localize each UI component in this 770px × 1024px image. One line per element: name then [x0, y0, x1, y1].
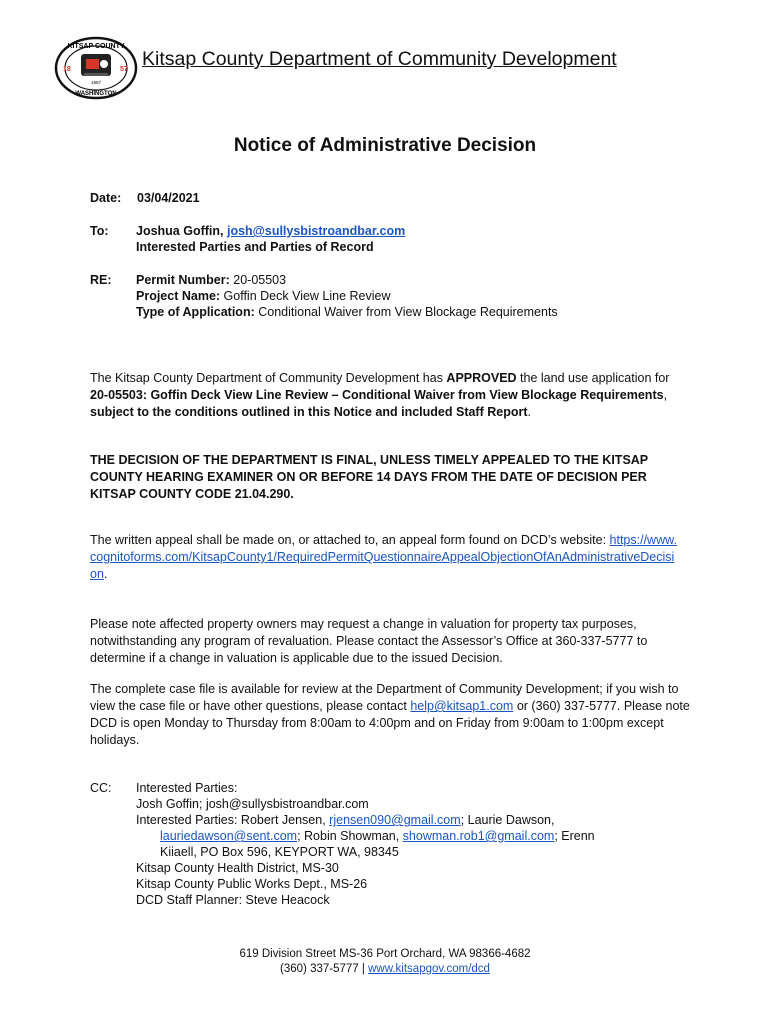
p1-conditions: subject to the conditions outlined in this Notice and included Staff Report [90, 405, 528, 419]
cc-line-5: Kiiaell, PO Box 596, KEYPORT WA, 98345 [160, 845, 399, 859]
seal-left-year: 18 [63, 66, 71, 73]
agency-name: Kitsap County Department of Community Development [142, 48, 617, 70]
seal-bottom-text: WASHINGTON [75, 91, 117, 97]
cc-line-7: Kitsap County Public Works Dept., MS-26 [136, 877, 368, 891]
cc-line-3-text: Interested Parties: Robert Jensen, [136, 813, 330, 827]
re-project [136, 288, 391, 305]
seal-top-text: KITSAP COUNTY [67, 43, 125, 50]
re-permit [136, 272, 286, 289]
to-label: To: [90, 224, 109, 238]
cc-line-2: Josh Goffin; josh@sullysbistroandbar.com [136, 797, 369, 811]
seal-center-text: 1857 [90, 80, 102, 85]
date-value: 03/04/2021 [137, 191, 200, 205]
to-recipient [136, 223, 405, 240]
to-name: Joshua Goffin, [136, 224, 227, 238]
type-label: Type of Application: [136, 305, 255, 319]
project-label: Project Name: [136, 289, 221, 303]
dawson-email-link[interactable]: lauriedawson@sent.com [160, 829, 298, 843]
footer-address: 619 Division Street MS-36 Port Orchard, WA 98366-4682 [239, 948, 531, 960]
to-email-link[interactable]: josh@sullysbistroandbar.com [226, 224, 406, 238]
re-type [136, 304, 558, 321]
page-title: Notice of Administrative Decision [233, 135, 537, 156]
cc-line-4-text: ; Robin Showman, [297, 829, 403, 843]
p1-project: 20-05503: Goffin Deck View Line Review – Conditional Waiver from View Blockage Requirements [90, 388, 664, 402]
p1-text-2: the land use application for [516, 371, 670, 385]
jensen-email-link[interactable]: rjensen090@gmail.com [329, 813, 461, 827]
p3-period: . [103, 567, 108, 581]
date-label: Date: [90, 191, 122, 205]
cc-line-1: Interested Parties: [136, 781, 238, 795]
cc-line-3 [136, 812, 555, 829]
re-label: RE: [90, 273, 112, 287]
p5-text-2: or (360) 337-5777. Please note DCD is open Monday to Thursday from 8:00am to 4:00pm and on Friday from 9:00am to 1:00pm except holidays. [90, 699, 690, 747]
p1-period: . [527, 405, 531, 419]
project-value: Goffin Deck View Line Review [220, 289, 391, 303]
appeal-paragraph [90, 532, 680, 583]
to-line2: Interested Parties and Parties of Record [136, 240, 374, 254]
showman-email-link[interactable]: showman.rob1@gmail.com [402, 829, 555, 843]
cc-label: CC: [90, 781, 112, 795]
county-seal [54, 36, 138, 100]
p1-approved: APPROVED [446, 371, 517, 385]
valuation-paragraph: Please note affected property owners may request a change in valuation for property tax purposes, notwithstanding any program of revaluation. Please contact the Assessor’s Office at 360-337-5777 to determine if a change in valuation is applicable due to the issued Decision. [90, 617, 648, 665]
final-decision-paragraph: THE DECISION OF THE DEPARTMENT IS FINAL, UNLESS TIMELY APPEALED TO THE KITSAP COUNTY HEARING EXAMINER ON OR BEFORE 14 DAYS FROM THE DATE OF DECISION PER KITSAP COUNTY CODE 21.04.290. [90, 453, 648, 501]
seal-right-year: 57 [120, 66, 128, 73]
footer-website-link[interactable]: www.kitsapgov.com/dcd [368, 963, 490, 975]
cc-line-3-text-2: ; Laurie Dawson, [460, 813, 555, 827]
cc-line-4 [160, 828, 595, 845]
p1-text: The Kitsap County Department of Community Development has [90, 371, 447, 385]
permit-value: 20-05503 [229, 273, 287, 287]
appeal-form-link[interactable]: https://www.cognitoforms.com/KitsapCounty1/RequiredPermitQuestionnaireAppealObjectionOfAnAdministrativeDecision [90, 533, 677, 581]
approval-paragraph [90, 370, 690, 421]
case-file-paragraph [90, 681, 690, 749]
footer-contact [0, 962, 770, 977]
p3-text: The written appeal shall be made on, or attached to, an appeal form found on DCD’s website: [90, 533, 610, 547]
type-value: Conditional Waiver from View Blockage Requirements [254, 305, 558, 319]
cc-line-8: DCD Staff Planner: Steve Heacock [136, 893, 330, 907]
footer-separator: | [358, 963, 369, 975]
cc-line-4-text-2: ; Erenn [554, 829, 595, 843]
help-email-link[interactable]: help@kitsap1.com [410, 699, 514, 713]
footer-phone: (360) 337-5777 [280, 963, 359, 975]
p1-comma: , [663, 388, 668, 402]
p5-text: The complete case file is available for review at the Department of Community Development; if you wish to view the case file or have other questions, please contact [90, 682, 679, 713]
permit-label: Permit Number: [136, 273, 230, 287]
cc-line-6: Kitsap County Health District, MS-30 [136, 861, 339, 875]
